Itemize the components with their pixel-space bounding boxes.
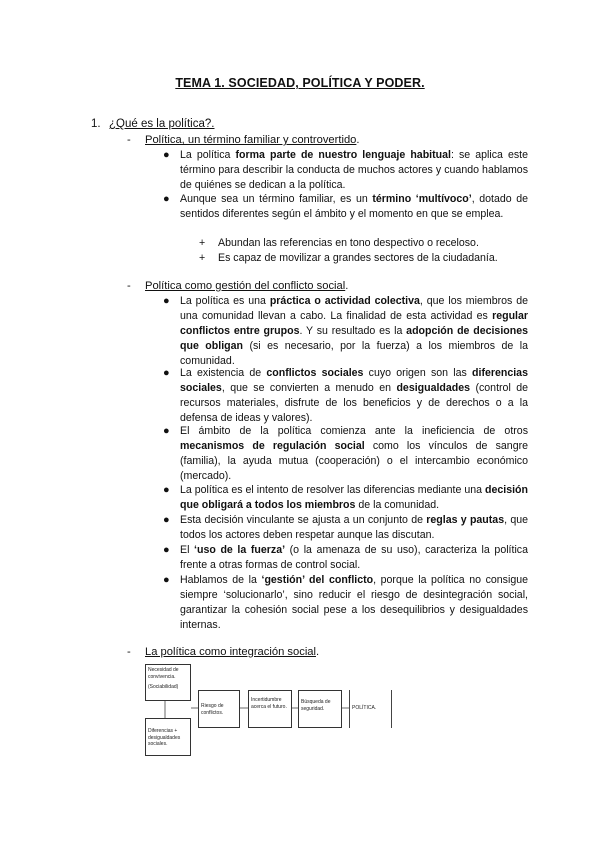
bold-text: término ‘multívoco’ [372, 193, 472, 205]
bullet-icon: ● [163, 193, 170, 205]
text-run: . Y su resultado es la [299, 325, 407, 337]
bold-text: regular conflictos entre grupos [180, 310, 528, 337]
bullet-icon: ● [163, 544, 170, 556]
subsection-title: La política como integración social [145, 646, 317, 658]
diagram-box-diferencias: Diferencias + desigualdades sociales. [145, 718, 191, 756]
text-run: Esta decisión vinculante se ajusta a un conjunto de [180, 514, 427, 526]
bullet-icon: ● [163, 425, 170, 437]
subpoint: Es capaz de movilizar a grandes sectores de la ciudadanía. [218, 252, 498, 264]
bullet-icon: ● [163, 514, 170, 526]
bold-text: conflictos sociales [266, 367, 364, 379]
text-run: La política [180, 149, 236, 161]
text-run: , que los miembros de una comunidad llevan a cabo. La finalidad de esta actividad es [180, 295, 528, 322]
text-run: de la comunidad. [355, 499, 440, 511]
section-title: ¿Qué es la política?. [109, 118, 215, 130]
subsection-title: Política, un término familiar y controvertido [145, 134, 357, 146]
dash-marker: - [127, 280, 131, 292]
text-run: La política es una [180, 295, 270, 307]
diagram-box-riesgo: Riesgo de conflictos. [198, 690, 240, 728]
text-run: : se aplica este término para describir la conducta de muchos actores y cuando hablamos de quiénes se dedican a la política. [180, 149, 528, 191]
text-run: La política es el intento de resolver las diferencias mediante una [180, 484, 486, 496]
text-run: El [180, 544, 195, 556]
dash-marker: - [127, 134, 131, 146]
diagram-label: (Sociabilidad) [148, 684, 179, 690]
diagram-box-incertidumbre: Incertidumbre acerca el futuro. [248, 690, 292, 728]
bullet-icon: ● [163, 295, 170, 307]
subsection-title: Política como gestión del conflicto social [145, 280, 346, 292]
bold-text: diferencias sociales [180, 367, 528, 394]
text-run: (si es necesario, por la fuerza) a los miembros de la comunidad. [180, 340, 528, 367]
text-run: , dotado de sentidos diferentes según el ámbito y el momento en que se emplea. [180, 193, 528, 220]
bullet-icon: ● [163, 574, 170, 586]
text-run: , que se convierten a menudo en [221, 382, 397, 394]
bold-text: decisión que obligará a todos los miembros [180, 484, 528, 511]
dash-marker: - [127, 646, 131, 658]
bullet-icon: ● [163, 367, 170, 379]
plus-marker: + [199, 237, 206, 249]
subpoint: Abundan las referencias en tono despectivo o receloso. [218, 237, 479, 249]
bold-text: forma parte de nuestro lenguaje habitual [235, 149, 451, 161]
bold-text: práctica o actividad colectiva [269, 295, 420, 307]
bullet-icon: ● [163, 149, 170, 161]
text-run: como los vínculos de sangre (familia), la ayuda mutua (cooperación) o el intercambio económico (mercado). [180, 440, 529, 482]
text-run: cuyo origen son las [363, 367, 473, 379]
plus-marker: + [199, 252, 206, 264]
subsection-trail: . [316, 646, 320, 658]
subsection-trail: . [356, 134, 360, 146]
bold-text: mecanismos de regulación social [180, 440, 365, 452]
bold-text: reglas y pautas [426, 514, 505, 526]
bold-text: ‘uso de la fuerza’ [194, 544, 286, 556]
text-run: Aunque sea un término familiar, es un [180, 193, 373, 205]
diagram-box-convivencia [145, 664, 191, 701]
diagram-label: Necesidad de convivencia. [148, 667, 179, 680]
diagram-bar-left [349, 690, 350, 728]
text-run: (control de recursos materiales, disfrute de los beneficios y de derechos o a la defensa de ideas y valores). [180, 382, 529, 424]
subsection-trail: . [345, 280, 349, 292]
text-run: Hablamos de la [180, 574, 262, 586]
diagram-box-politica: POLÍTICA. [350, 690, 390, 728]
text-run: El ámbito de la política comienza ante la ineficiencia de otros [180, 425, 528, 437]
text-run: , porque la política no consigue siempre ‘solucionarlo’, sino reducir el riesgo de desintegración social, garantizar la cohesión social pese a los desequilibrios y desigualdades internas. [180, 574, 528, 631]
page-title: TEMA 1. SOCIEDAD, POLÍTICA Y PODER. [175, 76, 425, 90]
text-run: (o la amenaza de su uso), caracteriza la política frente a otras formas de control social. [180, 544, 528, 571]
bold-text: adopción de decisiones que obligan [180, 325, 528, 352]
text-run: La existencia de [180, 367, 267, 379]
diagram-box-seguridad: Búsqueda de seguridad. [298, 690, 342, 728]
bold-text: ‘gestión’ del conflicto [261, 574, 374, 586]
diagram-bar-right [391, 690, 392, 728]
text-run: , que todos los actores deben respetar aunque las discutan. [180, 514, 529, 541]
section-number: 1. [91, 118, 101, 130]
bullet-icon: ● [163, 484, 170, 496]
bold-text: desigualdades [396, 382, 471, 394]
